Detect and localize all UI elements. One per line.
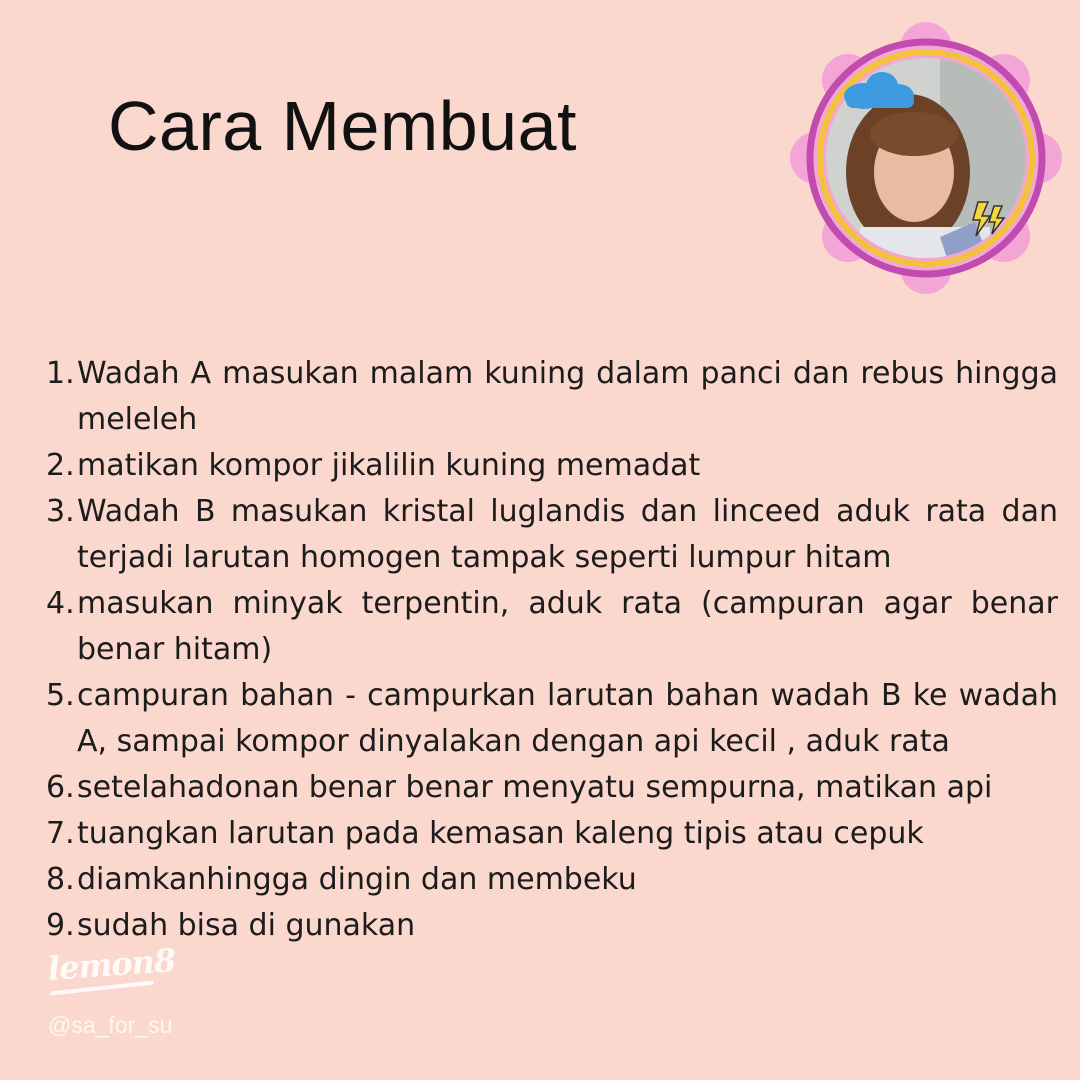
- step-text: tuangkan larutan pada kemasan kaleng tipis atau cepuk: [77, 816, 924, 851]
- step-text: masukan minyak terpentin, aduk rata (campuran agar benar benar hitam): [77, 586, 1058, 667]
- step-text: campuran bahan - campurkan larutan bahan wadah B ke wadah A, sampai kompor dinyalakan dengan api kecil , aduk rata: [77, 678, 1058, 759]
- step-text: sudah bisa di gunakan: [77, 908, 416, 943]
- step-text: Wadah A masukan malam kuning dalam panci dan rebus hingga meleleh: [77, 356, 1058, 437]
- step-number: 6.: [46, 770, 75, 805]
- list-item: [46, 489, 1058, 581]
- list-item: [46, 903, 1058, 949]
- list-item: [46, 581, 1058, 673]
- step-number: 7.: [46, 816, 75, 851]
- list-item: [46, 765, 1058, 811]
- list-item: [46, 857, 1058, 903]
- step-text: setelahadonan benar benar menyatu sempurna, matikan api: [77, 770, 993, 805]
- list-item: [46, 673, 1058, 765]
- list-item: [46, 811, 1058, 857]
- step-number: 1.: [46, 356, 75, 391]
- profile-photo-frame: [790, 22, 1062, 294]
- step-number: 4.: [46, 586, 75, 621]
- step-number: 2.: [46, 448, 75, 483]
- author-handle: @sa_for_su: [48, 1012, 173, 1038]
- steps-list: [46, 351, 1058, 949]
- step-number: 8.: [46, 862, 75, 897]
- step-text: diamkanhingga dingin dan membeku: [77, 862, 637, 897]
- step-number: 9.: [46, 908, 75, 943]
- step-text: Wadah B masukan kristal luglandis dan linceed aduk rata dan terjadi larutan homogen tampak seperti lumpur hitam: [77, 494, 1058, 575]
- lemon8-logo: lemon8: [46, 941, 177, 988]
- page-title: Cara Membuat: [108, 87, 577, 165]
- list-item: [46, 351, 1058, 443]
- step-text: matikan kompor jikalilin kuning memadat: [77, 448, 701, 483]
- step-number: 3.: [46, 494, 75, 529]
- step-number: 5.: [46, 678, 75, 713]
- list-item: [46, 443, 1058, 489]
- watermark: [46, 941, 177, 1039]
- wavy-photo-frame: [790, 22, 1062, 294]
